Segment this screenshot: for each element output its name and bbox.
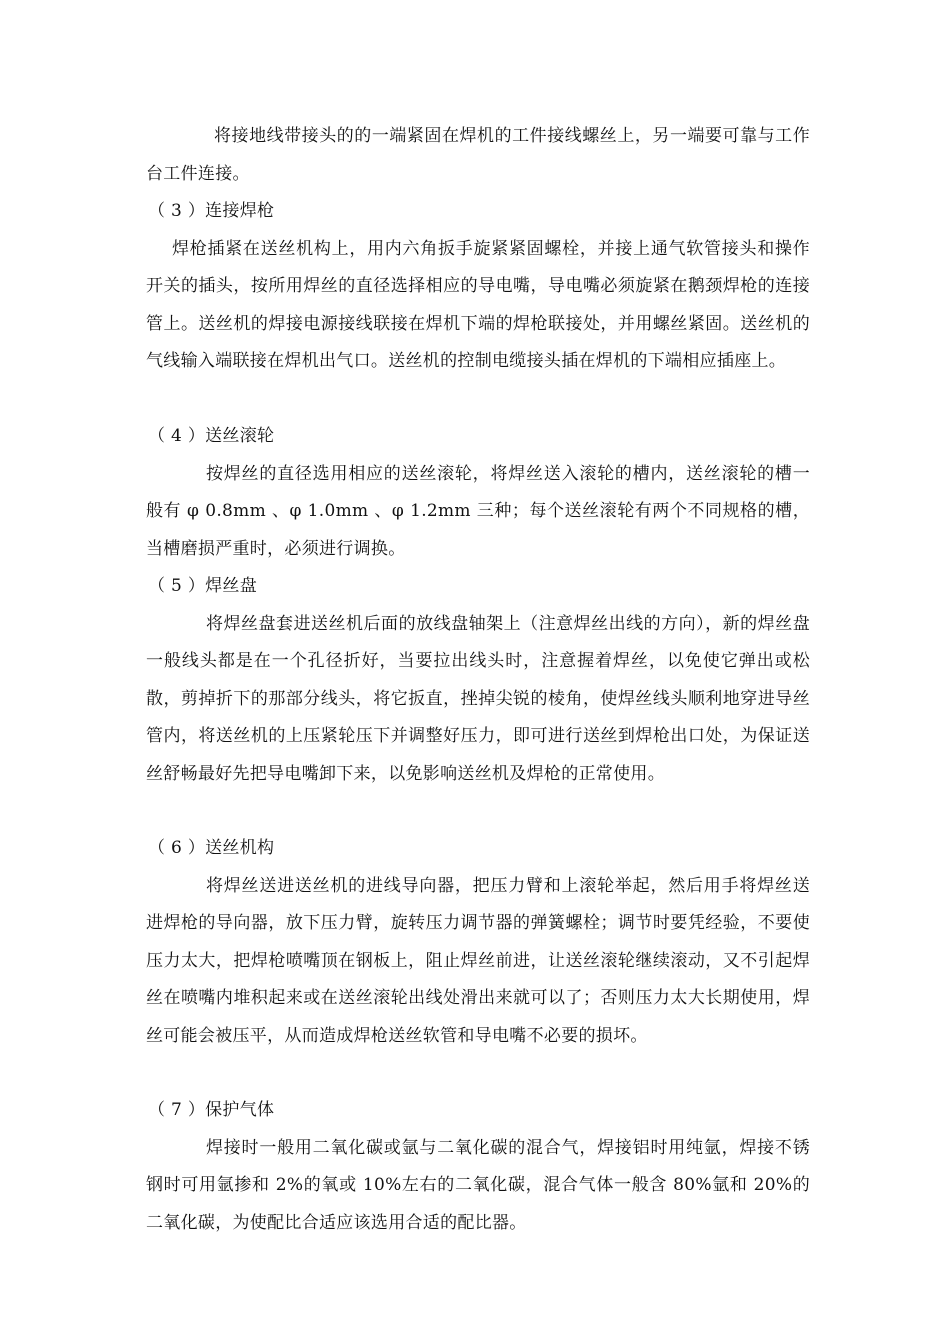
section-6: [146, 830, 810, 1055]
section-paragraph: 按焊丝的直径选用相应的送丝滚轮，将焊丝送入滚轮的槽内，送丝滚轮的槽一般有 φ 0.8mm 、φ 1.0mm 、φ 1.2mm 三种；每个送丝滚轮有两个不同规格的槽，当槽磨损严重时，必须进行调换。: [146, 463, 810, 559]
section-3: [146, 193, 810, 381]
section-7: [146, 1092, 810, 1242]
section-paragraph: 将焊丝盘套进送丝机后面的放线盘轴架上（注意焊丝出线的方向），新的焊丝盘一般线头都是在一个孔径折好，当要拉出线头时，注意握着焊丝，以免使它弹出或松散，剪掉折下的那部分线头，将它扳直，挫掉尖锐的棱角，使焊丝线头顺利地穿进导丝管内，将送丝机的上压紧轮压下并调整好压力，即可进行送丝到焊枪出口处，为保证送丝舒畅最好先把导电嘴卸下来，以免影响送丝机及焊枪的正常使用。: [146, 613, 810, 784]
section-heading: （ 5 ）焊丝盘: [148, 576, 258, 596]
intro-paragraph: 将接地线带接头的的一端紧固在焊机的工件接线螺丝上，另一端要可靠与工作台工件连接。: [146, 126, 810, 184]
section-4: [146, 418, 810, 568]
intro-block: [146, 118, 810, 193]
section-paragraph: 焊枪插紧在送丝机构上，用内六角扳手旋紧紧固螺栓，并接上通气软管接头和操作开关的插头，按所用焊丝的直径选择相应的导电嘴，导电嘴必须旋紧在鹅颈焊枪的连接管上。送丝机的焊接电源接线联接在焊机下端的焊枪联接处，并用螺丝紧固。送丝机的气线输入端联接在焊机出气口。送丝机的控制电缆接头插在焊机的下端相应插座上。: [146, 238, 810, 371]
section-paragraph: 将焊丝送进送丝机的进线导向器，把压力臂和上滚轮举起，然后用手将焊丝送进焊枪的导向器，放下压力臂，旋转压力调节器的弹簧螺栓；调节时要凭经验，不要使压力太大，把焊枪喷嘴顶在钢板上，阻止焊丝前进，让送丝滚轮继续滚动，又不引起焊丝在喷嘴内堆积起来或在送丝滚轮出线处滑出来就可以了；否则压力太大长期使用，焊丝可能会被压平，从而造成焊枪送丝软管和导电嘴不必要的损坏。: [146, 875, 810, 1046]
section-heading: （ 7 ）保护气体: [148, 1100, 275, 1120]
section-heading: （ 3 ）连接焊枪: [148, 201, 275, 221]
section-heading: （ 6 ）送丝机构: [148, 838, 275, 858]
section-paragraph: 焊接时一般用二氧化碳或氩与二氧化碳的混合气，焊接铝时用纯氩，焊接不锈钢时可用氩掺和 2%的氧或 10%左右的二氧化碳，混合气体一般含 80%氩和 20%的二氧化碳，为使配比合适应该选用合适的配比器。: [146, 1137, 810, 1233]
section-5: [146, 568, 810, 793]
section-heading: （ 4 ）送丝滚轮: [148, 426, 275, 446]
